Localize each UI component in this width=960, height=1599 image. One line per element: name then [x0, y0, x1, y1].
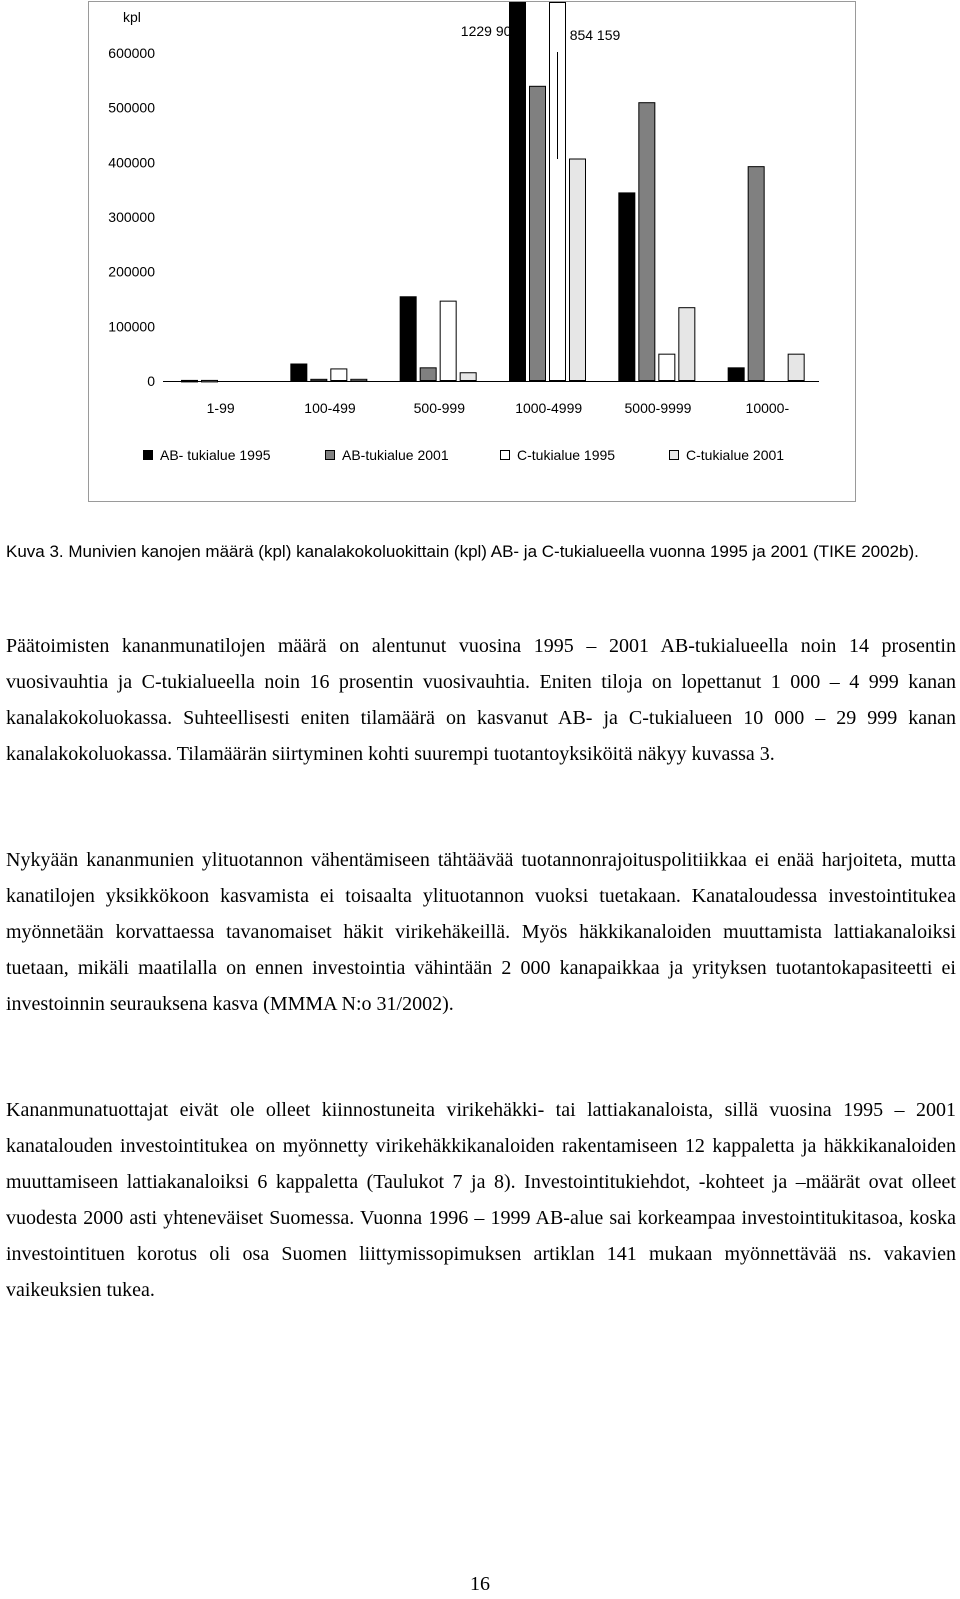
y-tick-label: 300000	[108, 209, 155, 225]
legend-label: AB- tukialue 1995	[160, 447, 271, 463]
bar	[619, 193, 635, 381]
bar	[679, 308, 695, 381]
x-tick-label: 500-999	[413, 400, 466, 416]
x-tick-label: 10000-	[745, 400, 790, 416]
legend-label: AB-tukialue 2001	[342, 447, 449, 463]
legend-label: C-tukialue 1995	[517, 447, 616, 463]
x-tick-label: 1-99	[206, 400, 235, 416]
paragraph-2: Nykyään kananmunien ylituotannon vähentämiseen tähtäävää tuotannonrajoituspolitiikkaa ei enää harjoiteta, mutta kanatilojen yksikkökoon kasvamista ei toisaalta ylituotannon vuoksi tuetakaan. Kanataloudessa investointitukea myönnetään korvattaessa tavanomaiset häkit virikehäkeillä. Myös häkkikanaloiden muuttamista lattiakanaloiksi tuetaan, mikäli maatilalla on ennen investointia vähintään 2 000 kanapaikkaa ja yrityksen tuotantokapasiteetti ei investoinnin seurauksena kasva (MMMA N:o 31/2002).	[6, 849, 956, 1015]
y-tick-label: 600000	[108, 45, 155, 61]
paragraph-1: Päätoimisten kananmunatilojen määrä on alentunut vuosina 1995 – 2001 AB-tukialueella noin 14 prosentin vuosivauhtia ja C-tukialueella noin 16 prosentin vuosivauhtia. Eniten tiloja on lopettanut 1 000 – 4 999 kanan kanalakokoluokassa. Suhteellisesti eniten tilamäärä on kasvanut AB- ja C-tukialueen 10 000 – 29 999 kanan kanalakokoluokassa. Tilamäärän siirtyminen kohti suurempi tuotantoyksiköitä näkyy kuvassa 3.	[6, 635, 956, 765]
bar	[291, 364, 307, 380]
x-tick-label: 5000-9999	[624, 400, 692, 416]
chart-frame	[88, 1, 856, 502]
bar	[440, 301, 456, 380]
legend-label: C-tukialue 2001	[686, 447, 785, 463]
x-tick-label: 1000-4999	[515, 400, 583, 416]
legend-swatch	[670, 451, 679, 460]
bar	[788, 354, 804, 380]
bar	[728, 368, 744, 381]
bar	[510, 3, 526, 381]
y-tick-label: 400000	[108, 154, 155, 171]
data-label: 854 159	[569, 27, 621, 43]
bar	[351, 379, 367, 381]
paragraph-3: Kananmunatuottajat eivät ole olleet kiinnostuneita virikehäkki- tai lattiakanaloista, sillä vuosina 1995 – 2001 kanatalouden investointitukea on myönnetty virikehäkkikanaloiden rakentamiseen 12 kappaletta ja häkkikanaloiden muuttamiseen lattiakanaloiksi 6 kappaletta (Taulukot 7 ja 8). Investointitukiehdot, -kohteet ja –määrät ovat olleet vuodesta 2000 asti yhteneväiset Suomessa. Vuonna 1996 – 1999 AB-alue sai korkeampaa investointitukitasoa, koska investointituen korotus oli osa Suomen liittymissopimuksen artiklan 141 mukaan myönnettävää ns. vakavien vaikeuksien tukea.	[6, 1099, 956, 1301]
bar	[202, 380, 218, 382]
bar	[530, 86, 546, 380]
legend-swatch	[144, 451, 153, 460]
x-tick-label: 100-499	[304, 400, 356, 416]
y-tick-label: 0	[147, 373, 155, 389]
bar-chart	[89, 2, 855, 501]
bar	[639, 103, 655, 381]
legend-swatch	[501, 451, 510, 460]
page-number: 16	[470, 1573, 490, 1595]
bar	[420, 368, 436, 381]
bar	[659, 354, 675, 380]
bar	[182, 380, 198, 382]
bar	[311, 379, 327, 381]
y-tick-label: 500000	[108, 99, 155, 116]
bar	[331, 369, 347, 381]
y-tick-label: 200000	[108, 263, 155, 280]
legend-swatch	[326, 451, 335, 460]
y-tick-label: 100000	[108, 318, 155, 335]
figure-caption: Kuva 3. Munivien kanojen määrä (kpl) kanalakokoluokittain (kpl) AB- ja C-tukialueella vuonna 1995 ja 2001 (TIKE 2002b).	[6, 542, 919, 561]
bar	[460, 373, 476, 381]
y-unit-label: kpl	[123, 9, 141, 25]
bar	[570, 159, 586, 380]
bar	[748, 167, 764, 381]
bar	[400, 297, 416, 381]
data-label: 1229 905	[460, 23, 520, 39]
